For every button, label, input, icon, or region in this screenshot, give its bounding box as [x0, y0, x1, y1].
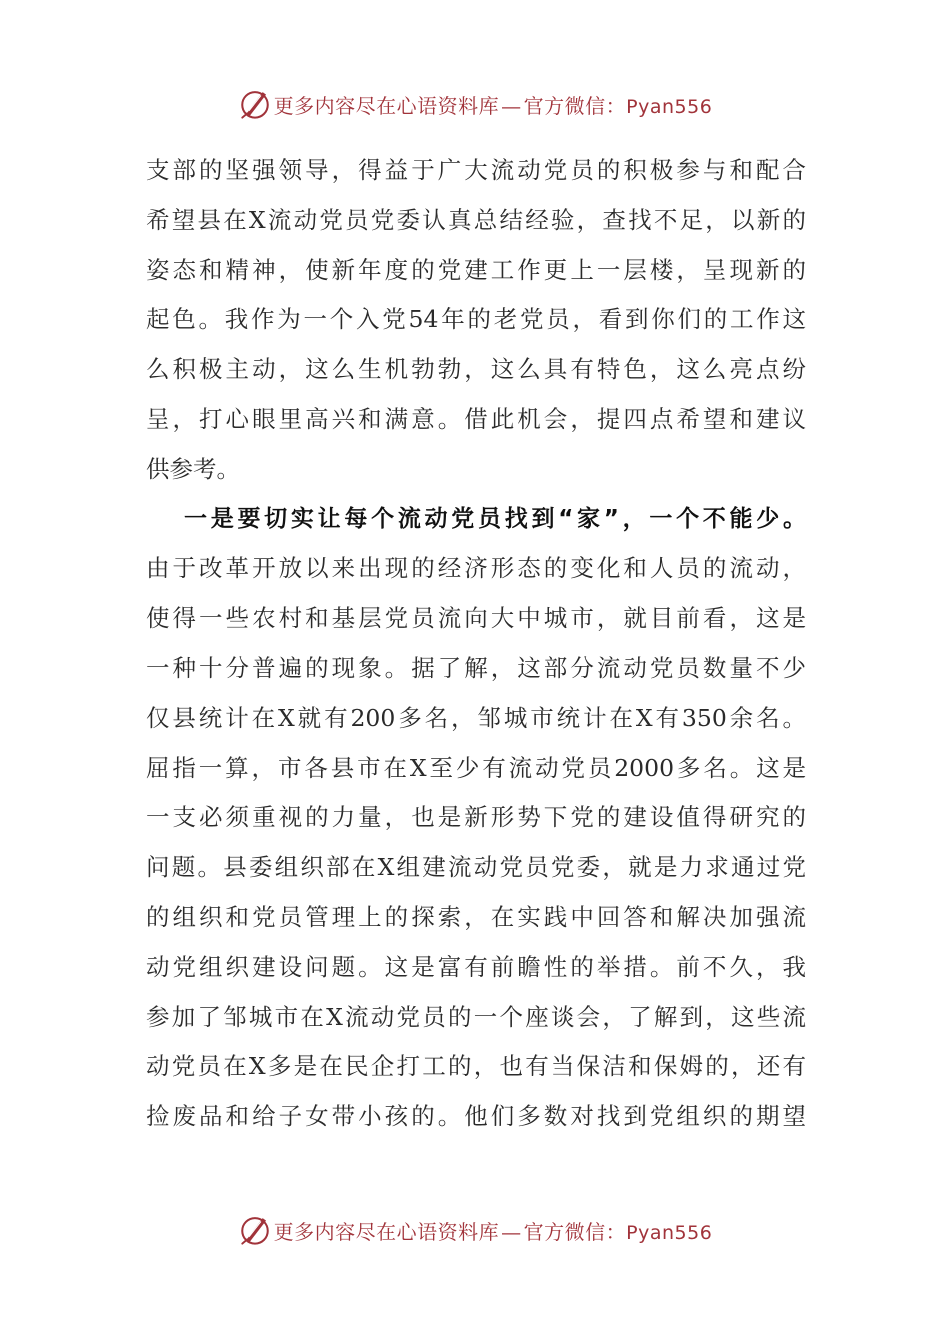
paragraph-continuation [146, 146, 806, 495]
text-line: 一支必须重视的力量，也是新形势下党的建设值得研究的 [146, 803, 806, 832]
text-line: 么积极主动，这么生机勃勃，这么具有特色，这么亮点纷 [146, 355, 806, 384]
banner-separator: — [501, 93, 522, 118]
text-line: 仅县统计在X就有200多名，邹城市统计在X有350余名。 [146, 703, 806, 732]
banner-brand: 更多内容尽在心语资料库 [273, 93, 500, 118]
banner-text [274, 1216, 713, 1245]
text-line: 供参考。 [146, 454, 240, 483]
text-line: 使得一些农村和基层党员流向大中城市，就目前看，这是 [146, 604, 806, 633]
paragraph-point-one [146, 495, 806, 1142]
text-line: 呈，打心眼里高兴和满意。借此机会，提四点希望和建议 [146, 404, 806, 433]
text-line: 动党员在X多是在民企打工的，也有当保洁和保姆的，还有 [146, 1052, 806, 1081]
footer-banner [0, 1208, 950, 1252]
text-line: 问题。县委组织部在X组建流动党员党委，就是力求通过党 [146, 853, 806, 882]
document-body [146, 146, 806, 1142]
text-line: 捡废品和给子女带小孩的。他们多数对找到党组织的期望 [146, 1102, 806, 1131]
text-line: 的组织和党员管理上的探索，在实践中回答和解决加强流 [146, 902, 806, 931]
quill-pen-logo-icon [238, 87, 272, 121]
section-heading: 一是要切实让每个流动党员找到“家”，一个不能少。 [184, 505, 806, 532]
banner-wechat-label: 官方微信： [523, 1219, 627, 1244]
banner-wechat-id: Pyan556 [626, 95, 713, 118]
text-line: 希望县在X流动党员党委认真总结经验，查找不足，以新的 [146, 205, 806, 234]
banner-brand: 更多内容尽在心语资料库 [273, 1219, 500, 1244]
text-line: 动党组织建设问题。这是富有前瞻性的举措。前不久，我 [146, 952, 806, 981]
quill-pen-logo-icon [238, 1213, 272, 1247]
text-line: 屈指一算，市各县市在X至少有流动党员2000多名。这是 [146, 753, 806, 782]
banner-text [274, 90, 713, 119]
text-line: 参加了邹城市在X流动党员的一个座谈会，了解到，这些流 [146, 1002, 806, 1031]
text-line: 由于改革开放以来出现的经济形态的变化和人员的流动， [146, 554, 806, 583]
text-line: 姿态和精神，使新年度的党建工作更上一层楼，呈现新的 [146, 255, 806, 284]
banner-wechat-label: 官方微信： [523, 93, 627, 118]
text-line: 一种十分普遍的现象。据了解，这部分流动党员数量不少 [146, 653, 806, 682]
banner-wechat-id: Pyan556 [626, 1221, 713, 1244]
banner-separator: — [501, 1219, 522, 1244]
header-banner [0, 82, 950, 126]
text-line: 起色。我作为一个入党54年的老党员，看到你们的工作这 [146, 305, 806, 334]
text-line: 支部的坚强领导，得益于广大流动党员的积极参与和配合 [146, 156, 806, 184]
